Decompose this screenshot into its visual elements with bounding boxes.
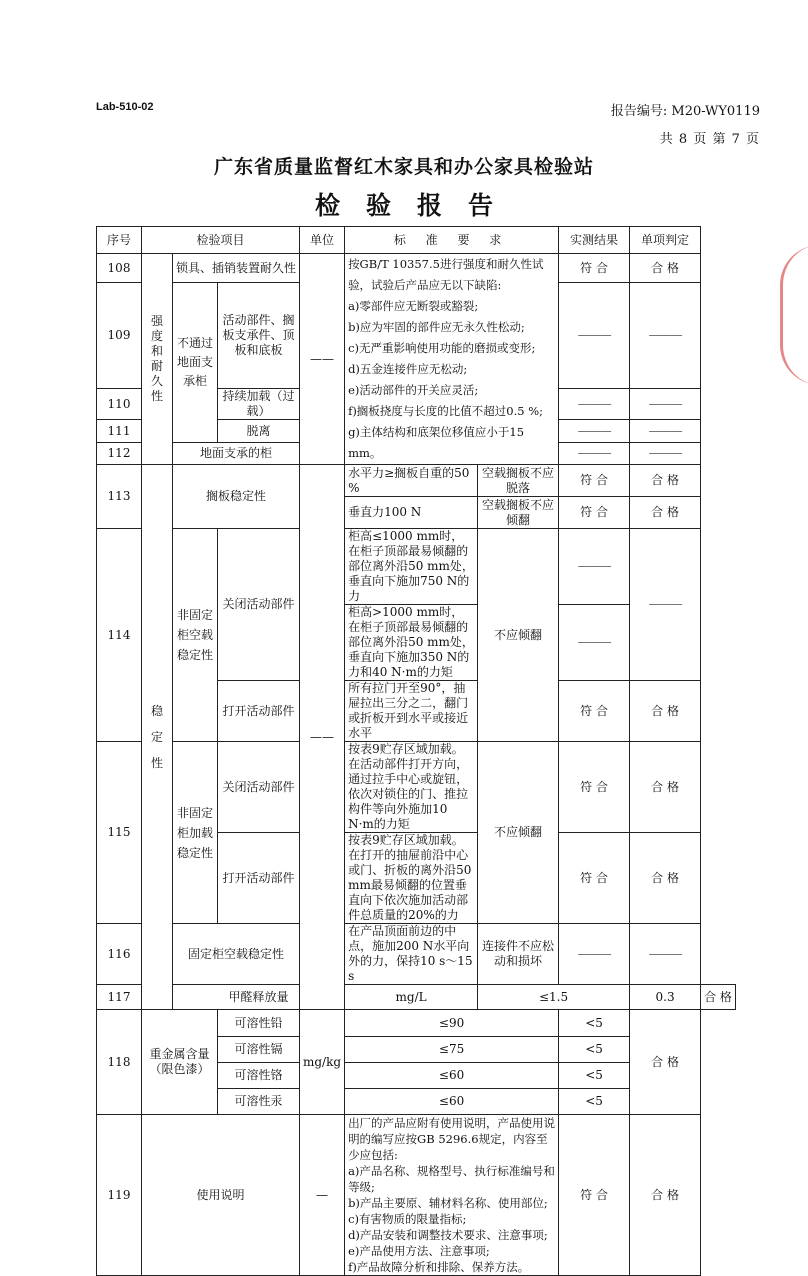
requirement: 水平力≥搁板自重的50 % bbox=[345, 465, 478, 497]
row-no: 115 bbox=[97, 742, 142, 924]
item-name: 打开活动部件 bbox=[218, 833, 300, 924]
verdict: 合 格 bbox=[630, 681, 701, 742]
criterion: 连接件不应松动和损坏 bbox=[478, 924, 559, 985]
verdict: 合 格 bbox=[630, 1115, 701, 1276]
row-no: 113 bbox=[97, 465, 142, 529]
unit: mg/L bbox=[345, 985, 478, 1010]
result: ——— bbox=[559, 924, 630, 985]
result: ——— bbox=[559, 389, 630, 420]
col-header-verdict: 单项判定 bbox=[630, 227, 701, 254]
requirement: 柜高≤1000 mm时，在柜子顶部最易倾翻的部位离外沿50 mm处，垂直向下施加750 N的力 bbox=[345, 529, 478, 605]
item-name: 关闭活动部件 bbox=[218, 529, 300, 681]
row-no: 112 bbox=[97, 443, 142, 465]
requirement: ≤90 bbox=[345, 1010, 559, 1037]
verdict: 合 格 bbox=[701, 985, 736, 1010]
inspection-table bbox=[96, 226, 736, 1276]
row-no: 114 bbox=[97, 529, 142, 742]
col-header-item: 检验项目 bbox=[142, 227, 300, 254]
verdict: 合 格 bbox=[630, 254, 701, 283]
result: <5 bbox=[559, 1037, 630, 1063]
result: ——— bbox=[559, 605, 630, 681]
result: <5 bbox=[559, 1089, 630, 1115]
row-no: 118 bbox=[97, 1010, 142, 1115]
result: 符 合 bbox=[559, 497, 630, 529]
row-no: 111 bbox=[97, 420, 142, 443]
verdict: 合 格 bbox=[630, 833, 701, 924]
table-row bbox=[97, 465, 736, 497]
item-name: 脱离 bbox=[218, 420, 300, 443]
table-row bbox=[97, 1115, 736, 1276]
item-name: 使用说明 bbox=[142, 1115, 300, 1276]
item-name: 固定柜空载稳定性 bbox=[173, 924, 300, 985]
table-row bbox=[97, 924, 736, 985]
unit: mg/kg bbox=[300, 1010, 345, 1115]
result: 符 合 bbox=[559, 1115, 630, 1276]
criterion: 不应倾翻 bbox=[478, 529, 559, 742]
criterion: 不应倾翻 bbox=[478, 742, 559, 924]
sub-item: 可溶性镉 bbox=[218, 1037, 300, 1063]
requirement: 在产品顶面前边的中点，施加200 N水平向外的力，保持10 s～15 s bbox=[345, 924, 478, 985]
row-no: 109 bbox=[97, 283, 142, 389]
verdict: ——— bbox=[630, 529, 701, 681]
criterion: 空载搁板不应脱落 bbox=[478, 465, 559, 497]
requirement: 柜高>1000 mm时，在柜子顶部最易倾翻的部位离外沿50 mm处，垂直向下施加350 N的力和40 N·m的力矩 bbox=[345, 605, 478, 681]
table-header-row bbox=[97, 227, 736, 254]
sub-category: 非固定柜空载稳定性 bbox=[173, 529, 218, 742]
item-name: 持续加载（过载） bbox=[218, 389, 300, 420]
item-name: 甲醛释放量 bbox=[173, 985, 345, 1010]
col-header-result: 实测结果 bbox=[559, 227, 630, 254]
sub-category: 不通过地面支承柜 bbox=[173, 283, 218, 443]
result: 符 合 bbox=[559, 254, 630, 283]
row-no: 110 bbox=[97, 389, 142, 420]
requirement: 垂直力100 N bbox=[345, 497, 478, 529]
requirement: ≤1.5 bbox=[478, 985, 630, 1010]
table-row bbox=[97, 742, 736, 833]
result: 符 合 bbox=[559, 833, 630, 924]
verdict: 合 格 bbox=[630, 497, 701, 529]
result: ——— bbox=[559, 443, 630, 465]
requirement: ≤60 bbox=[345, 1063, 559, 1089]
report-title: 检验报告 bbox=[314, 191, 519, 220]
verdict: ——— bbox=[630, 283, 701, 389]
item-name: 关闭活动部件 bbox=[218, 742, 300, 833]
requirement: 按表9贮存区域加载。在活动部件打开方向，通过拉手中心或旋钮，依次对锁住的门、推拉构件等向外施加10 N·m的力矩 bbox=[345, 742, 478, 833]
item-name: 搁板稳定性 bbox=[173, 465, 300, 529]
row-no: 117 bbox=[97, 985, 142, 1010]
item-name: 锁具、插销装置耐久性 bbox=[173, 254, 300, 283]
verdict: 合 格 bbox=[630, 1010, 701, 1115]
table-row bbox=[97, 254, 736, 283]
result: <5 bbox=[559, 1010, 630, 1037]
row-no: 119 bbox=[97, 1115, 142, 1276]
requirement: 按表9贮存区域加载。在打开的抽屉前沿中心或门、折板的离外沿50 mm最易倾翻的位置垂直向下依次施加活动部件总质量的20%的力 bbox=[345, 833, 478, 924]
sub-item: 可溶性铬 bbox=[218, 1063, 300, 1089]
lab-code: Lab-510-02 bbox=[96, 101, 154, 113]
category-stability: 稳定性 bbox=[142, 465, 173, 1010]
verdict: ——— bbox=[630, 389, 701, 420]
organization-name: 广东省质量监督红木家具和办公家具检验站 bbox=[213, 156, 594, 178]
verdict: 合 格 bbox=[630, 742, 701, 833]
sub-item: 可溶性汞 bbox=[218, 1089, 300, 1115]
table-row bbox=[97, 529, 736, 605]
verdict: ——— bbox=[630, 924, 701, 985]
sub-category: 非固定柜加载稳定性 bbox=[173, 742, 218, 924]
result: ——— bbox=[559, 529, 630, 605]
red-seal-stamp bbox=[780, 245, 808, 385]
item-name: 重金属含量（限色漆） bbox=[142, 1010, 218, 1115]
result: 符 合 bbox=[559, 681, 630, 742]
result: ——— bbox=[559, 283, 630, 389]
item-name: 打开活动部件 bbox=[218, 681, 300, 742]
result: <5 bbox=[559, 1063, 630, 1089]
result: 符 合 bbox=[559, 742, 630, 833]
unit: —— bbox=[300, 465, 345, 1010]
row-no: 116 bbox=[97, 924, 142, 985]
row-no: 108 bbox=[97, 254, 142, 283]
result: 符 合 bbox=[559, 465, 630, 497]
requirement-strength: 按GB/T 10357.5进行强度和耐久性试验，试验后产品应无以下缺陷: a)零部件应无断裂或豁裂; b)应为牢固的部件应无永久性松动; c)无严重影响使用功能的磨损或变形; d)五金连接件应无松动; e)活动部件的开关应灵活; f)搁板挠度与长度的比值不超过0.5 %; g)主体结构和底架位移值应小于15 mm。 bbox=[345, 254, 559, 465]
result: ——— bbox=[559, 420, 630, 443]
unit: — bbox=[300, 1115, 345, 1276]
sub-item: 可溶性铅 bbox=[218, 1010, 300, 1037]
verdict: ——— bbox=[630, 420, 701, 443]
col-header-requirement: 标 准 要 求 bbox=[345, 227, 559, 254]
item-name: 活动部件、搁板支承件、顶板和底板 bbox=[218, 283, 300, 389]
requirement: 所有拉门开至90°，抽屉拉出三分之二，翻门或折板开到水平或接近水平 bbox=[345, 681, 478, 742]
col-header-no: 序号 bbox=[97, 227, 142, 254]
item-name: 地面支承的柜 bbox=[173, 443, 300, 465]
requirement: ≤75 bbox=[345, 1037, 559, 1063]
result: 0.3 bbox=[630, 985, 701, 1010]
page-indicator: 共 8 页 第 7 页 bbox=[659, 132, 760, 147]
criterion: 空载搁板不应倾翻 bbox=[478, 497, 559, 529]
category-strength: 强度和耐久性 bbox=[142, 254, 173, 465]
verdict: ——— bbox=[630, 443, 701, 465]
col-header-unit: 单位 bbox=[300, 227, 345, 254]
table-row bbox=[97, 985, 736, 1010]
verdict: 合 格 bbox=[630, 465, 701, 497]
report-number: 报告编号: M20-WY0119 bbox=[610, 104, 760, 119]
requirement: ≤60 bbox=[345, 1089, 559, 1115]
requirement: 出厂的产品应附有使用说明，产品使用说明的编写应按GB 5296.6规定，内容至少应包括: a)产品名称、规格型号、执行标准编号和等级; b)产品主要原、辅材料名称、使用部位; c)有害物质的限量指标; d)产品安装和调整技术要求、注意事项; e)产品使用方法、注意事项; f)产品故障分析和排除、保养方法。 bbox=[345, 1115, 559, 1276]
unit: —— bbox=[300, 254, 345, 465]
table-row bbox=[97, 1010, 736, 1037]
